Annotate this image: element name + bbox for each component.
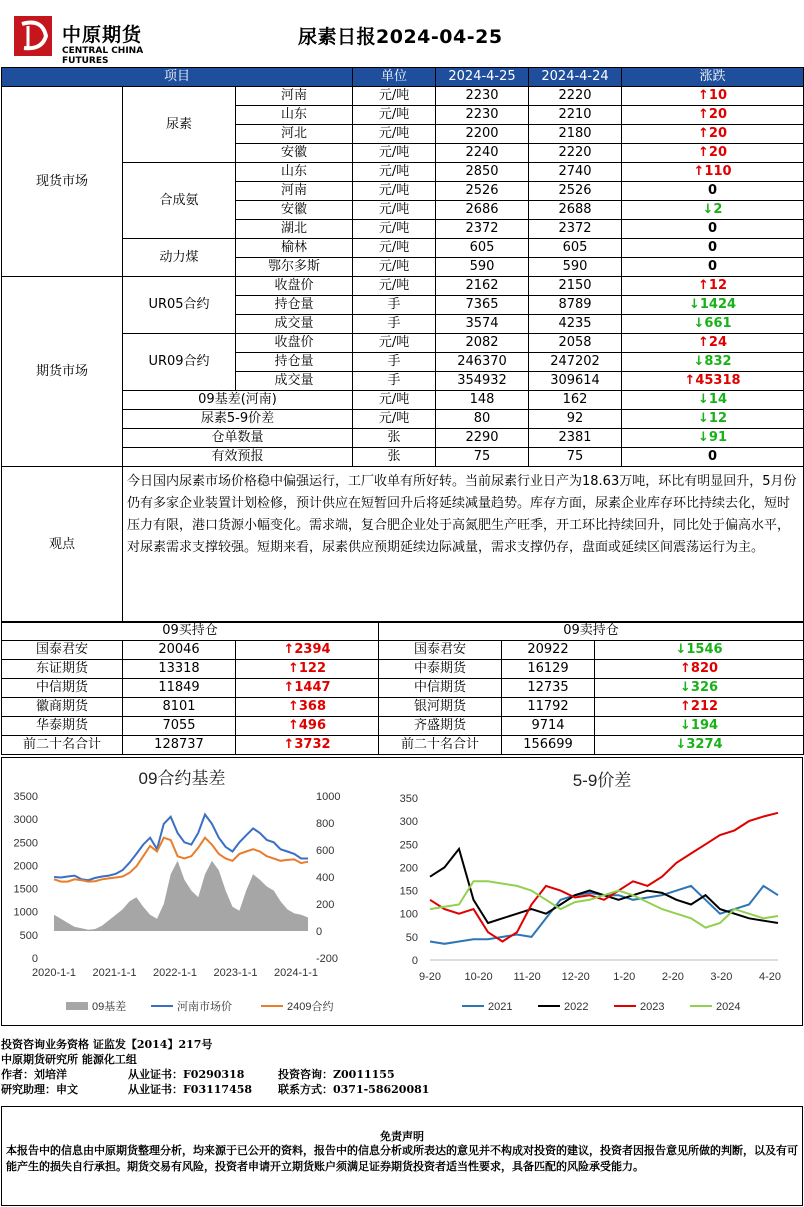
- row-value-today: 75: [436, 448, 529, 467]
- row-unit: 手: [353, 315, 436, 334]
- legend-label: 2022: [564, 1001, 589, 1013]
- buy-broker: 国泰君安: [2, 641, 123, 660]
- series-2024: [430, 881, 778, 927]
- y-tick-left: 2500: [13, 837, 38, 850]
- y-tick-right: -200: [316, 953, 339, 965]
- buy-change: ↑496: [236, 717, 379, 736]
- position-row: [2, 698, 804, 717]
- header-col-1: 单位: [353, 68, 436, 87]
- row-unit: 元/吨: [353, 144, 436, 163]
- chart-title: 09合约基差: [138, 769, 226, 788]
- buy-broker: 中信期货: [2, 679, 123, 698]
- buy-title: 09买持仓: [2, 622, 379, 641]
- cert-1: 从业证书：F0290318: [128, 1068, 245, 1081]
- row-value-prev: 2372: [529, 220, 622, 239]
- buy-volume: 20046: [123, 641, 236, 660]
- sell-broker: 银河期货: [379, 698, 502, 717]
- y-tick: 250: [399, 839, 418, 852]
- row-change: 0: [622, 182, 804, 201]
- y-tick: 300: [399, 816, 418, 829]
- row-change: ↑110: [622, 163, 804, 182]
- y-tick-right: 600: [316, 845, 335, 857]
- sell-title: 09卖持仓: [379, 622, 804, 641]
- row-change: ↑20: [622, 106, 804, 125]
- row-value-today: 354932: [436, 372, 529, 391]
- row-item: 山东: [236, 106, 353, 125]
- position-row: [2, 717, 804, 736]
- legend-swatch: [66, 1002, 88, 1010]
- group-label: 尿素: [123, 87, 236, 163]
- sell-volume: 9714: [502, 717, 595, 736]
- row-item: 尿素5-9价差: [123, 410, 353, 429]
- x-tick: 2-20: [661, 971, 684, 983]
- section-label: 期货市场: [2, 277, 123, 467]
- row-change: ↓1424: [622, 296, 804, 315]
- row-value-today: 2162: [436, 277, 529, 296]
- group-label: UR09合约: [123, 334, 236, 391]
- sell-change: ↓3274: [595, 736, 804, 755]
- header-item: 项目: [2, 68, 353, 87]
- row-unit: 元/吨: [353, 239, 436, 258]
- x-tick: 12-20: [561, 971, 590, 983]
- row-item: 收盘价: [236, 277, 353, 296]
- row-value-today: 80: [436, 410, 529, 429]
- table-row: [2, 334, 804, 353]
- consult-cert: 投资咨询：Z0011155: [278, 1068, 395, 1081]
- row-value-today: 2230: [436, 106, 529, 125]
- row-unit: 元/吨: [353, 125, 436, 144]
- row-value-prev: 2210: [529, 106, 622, 125]
- row-unit: 手: [353, 353, 436, 372]
- sell-change: ↑212: [595, 698, 804, 717]
- page-title: 尿素日报2024-04-25: [298, 26, 503, 48]
- row-change: ↓661: [622, 315, 804, 334]
- row-unit: 元/吨: [353, 391, 436, 410]
- row-change: ↓832: [622, 353, 804, 372]
- legend-label: 2024: [716, 1001, 741, 1013]
- buy-change: ↑368: [236, 698, 379, 717]
- chart-title: 5-9价差: [572, 771, 632, 790]
- x-tick: 1-20: [613, 971, 636, 983]
- row-item: 仓单数量: [123, 429, 353, 448]
- row-value-today: 246370: [436, 353, 529, 372]
- sell-broker: 国泰君安: [379, 641, 502, 660]
- buy-broker: 东证期货: [2, 660, 123, 679]
- row-unit: 元/吨: [353, 201, 436, 220]
- row-value-prev: 2688: [529, 201, 622, 220]
- sell-change: ↓326: [595, 679, 804, 698]
- row-value-prev: 2740: [529, 163, 622, 182]
- buy-broker: 徽商期货: [2, 698, 123, 717]
- header-col-3: 2024-4-24: [529, 68, 622, 87]
- position-row: [2, 679, 804, 698]
- table-row: [2, 277, 804, 296]
- y-tick-left: 3000: [13, 814, 38, 827]
- buy-volume: 8101: [123, 698, 236, 717]
- section-label: 现货市场: [2, 87, 123, 277]
- row-item: 成交量: [236, 372, 353, 391]
- group-label: 合成氨: [123, 163, 236, 239]
- row-value-prev: 92: [529, 410, 622, 429]
- author: 作者：刘培洋: [1, 1068, 67, 1081]
- row-change: ↓2: [622, 201, 804, 220]
- y-tick-right: 0: [316, 926, 323, 938]
- legend-label: 2021: [488, 1001, 513, 1013]
- row-change: ↑20: [622, 125, 804, 144]
- row-value-prev: 162: [529, 391, 622, 410]
- buy-volume: 7055: [123, 717, 236, 736]
- row-change: ↑10: [622, 87, 804, 106]
- row-value-today: 2526: [436, 182, 529, 201]
- y-tick-left: 1500: [13, 883, 38, 896]
- row-change: 0: [622, 258, 804, 277]
- table-row: [2, 239, 804, 258]
- row-change: ↓12: [622, 410, 804, 429]
- legend-label: 河南市场价: [177, 1001, 232, 1013]
- row-unit: 张: [353, 429, 436, 448]
- buy-broker: 前二十名合计: [2, 736, 123, 755]
- row-value-today: 2372: [436, 220, 529, 239]
- row-value-today: 2200: [436, 125, 529, 144]
- footer-line1: 投资咨询业务资格 证监发【2014】217号: [1, 1038, 213, 1051]
- assistant: 研究助理：申文: [1, 1083, 78, 1096]
- legend-label: 2409合约: [287, 1001, 334, 1013]
- sell-broker: 中信期货: [379, 679, 502, 698]
- x-tick: 10-20: [464, 971, 493, 983]
- row-value-prev: 2058: [529, 334, 622, 353]
- y-tick-right: 800: [316, 818, 335, 830]
- logo-text-cn: 中原期货: [62, 24, 143, 46]
- row-unit: 手: [353, 372, 436, 391]
- row-value-today: 2230: [436, 87, 529, 106]
- series-2023: [430, 813, 778, 942]
- y-tick: 150: [399, 885, 418, 898]
- header-col-2: 2024-4-25: [436, 68, 529, 87]
- table-row: [2, 448, 804, 467]
- sell-volume: 12735: [502, 679, 595, 698]
- row-value-prev: 309614: [529, 372, 622, 391]
- row-change: ↑12: [622, 277, 804, 296]
- row-unit: 元/吨: [353, 106, 436, 125]
- y-tick: 50: [405, 931, 418, 944]
- row-change: ↑20: [622, 144, 804, 163]
- row-value-prev: 247202: [529, 353, 622, 372]
- row-value-today: 2082: [436, 334, 529, 353]
- x-tick: 2022-1-1: [152, 967, 198, 979]
- table-row: [2, 87, 804, 106]
- y-tick-left: 1000: [13, 906, 38, 919]
- row-unit: 元/吨: [353, 277, 436, 296]
- view-label: 观点: [2, 467, 123, 623]
- group-label: 动力煤: [123, 239, 236, 277]
- header-col-4: 涨跌: [622, 68, 804, 87]
- table-row: [2, 163, 804, 182]
- row-value-today: 605: [436, 239, 529, 258]
- y-tick: 100: [399, 908, 418, 921]
- disclaimer-text: 本报告中的信息由中原期货整理分析，均来源于已公开的资料，报告中的信息分析或所表达的意见并不构成对投资的建议，投资者因报告意见所做的判断，以及有可能产生的损失自行承担。期货交易有风险，投资者申请开立期货账户须满足证券期货投资者适当性要求，具备匹配的风险承受能力。: [6, 1144, 798, 1173]
- y-tick-right: 1000: [316, 791, 341, 803]
- x-tick: 3-20: [710, 971, 733, 983]
- row-value-today: 2240: [436, 144, 529, 163]
- row-value-today: 3574: [436, 315, 529, 334]
- buy-change: ↑1447: [236, 679, 379, 698]
- row-change: 0: [622, 448, 804, 467]
- view-text: 今日国内尿素市场价格稳中偏强运行，工厂收单有所好转。当前尿素行业日产为18.63万吨，环比有明显回升，5月份仍有多家企业装置计划检修，预计供应在短暂回升后将延续减量趋势。库存方面，尿素企业库存环比持续去化，短时压力有限，港口货源小幅变化。需求端，复合肥企业处于高氮肥生产旺季，开工环比持续回升，同比处于偏高水平，对尿素需求支撑较强。短期来看，尿素供应预期延续边际减量，需求支撑仍存，盘面或延续区间震荡运行为主。: [123, 467, 804, 623]
- series-09基差: [54, 861, 308, 931]
- row-item: 湖北: [236, 220, 353, 239]
- x-tick: 2023-1-1: [213, 967, 258, 979]
- sell-broker: 前二十名合计: [379, 736, 502, 755]
- row-item: 持仓量: [236, 353, 353, 372]
- buy-broker: 华泰期货: [2, 717, 123, 736]
- row-value-today: 2290: [436, 429, 529, 448]
- row-item: 安徽: [236, 201, 353, 220]
- row-unit: 手: [353, 296, 436, 315]
- positions-table: [1, 621, 804, 755]
- row-value-prev: 2381: [529, 429, 622, 448]
- row-change: ↑45318: [622, 372, 804, 391]
- sell-volume: 11792: [502, 698, 595, 717]
- sell-volume: 20922: [502, 641, 595, 660]
- position-row: [2, 736, 804, 755]
- row-item: 榆林: [236, 239, 353, 258]
- row-change: ↓91: [622, 429, 804, 448]
- legend-label: 2023: [640, 1001, 665, 1013]
- row-item: 安徽: [236, 144, 353, 163]
- row-value-prev: 4235: [529, 315, 622, 334]
- row-unit: 元/吨: [353, 163, 436, 182]
- series-2022: [430, 849, 778, 923]
- x-tick: 2024-1-1: [273, 967, 319, 979]
- buy-volume: 13318: [123, 660, 236, 679]
- position-row: [2, 660, 804, 679]
- buy-change: ↑2394: [236, 641, 379, 660]
- contact: 联系方式：0371-58620081: [278, 1083, 430, 1096]
- row-item: 成交量: [236, 315, 353, 334]
- y-tick: 350: [399, 793, 418, 805]
- disclaimer-title: 免责声明: [380, 1130, 424, 1143]
- row-item: 持仓量: [236, 296, 353, 315]
- logo-text-en: CENTRAL CHINA FUTURES: [62, 46, 144, 66]
- sell-broker: 齐盛期货: [379, 717, 502, 736]
- sell-change: ↑820: [595, 660, 804, 679]
- row-unit: 张: [353, 448, 436, 467]
- row-value-today: 590: [436, 258, 529, 277]
- y-tick-left: 2000: [13, 860, 38, 873]
- row-value-prev: 2526: [529, 182, 622, 201]
- x-tick: 2021-1-1: [92, 967, 137, 979]
- row-value-prev: 2220: [529, 144, 622, 163]
- y-tick-left: 500: [19, 929, 38, 942]
- y-tick-right: 400: [316, 872, 335, 884]
- footer: [1, 1037, 803, 1097]
- buy-volume: 11849: [123, 679, 236, 698]
- row-value-today: 7365: [436, 296, 529, 315]
- row-item: 有效预报: [123, 448, 353, 467]
- row-item: 鄂尔多斯: [236, 258, 353, 277]
- legend-label: 09基差: [92, 1001, 127, 1013]
- sell-change: ↓194: [595, 717, 804, 736]
- row-unit: 元/吨: [353, 182, 436, 201]
- sell-change: ↓1546: [595, 641, 804, 660]
- group-label: UR05合约: [123, 277, 236, 334]
- x-tick: 4-20: [758, 971, 782, 983]
- spread-chart: [386, 760, 794, 1022]
- row-item: 河南: [236, 87, 353, 106]
- row-unit: 元/吨: [353, 258, 436, 277]
- row-unit: 元/吨: [353, 410, 436, 429]
- row-value-prev: 2180: [529, 125, 622, 144]
- disclaimer: [1, 1106, 803, 1206]
- row-value-prev: 605: [529, 239, 622, 258]
- footer-line2: 中原期货研究所 能源化工组: [1, 1053, 137, 1066]
- row-unit: 元/吨: [353, 334, 436, 353]
- buy-change: ↑3732: [236, 736, 379, 755]
- charts-area: [1, 757, 803, 1026]
- x-tick: 9-20: [418, 971, 442, 983]
- table-row: [2, 429, 804, 448]
- position-row: [2, 641, 804, 660]
- buy-volume: 128737: [123, 736, 236, 755]
- row-item: 河南: [236, 182, 353, 201]
- row-value-today: 2686: [436, 201, 529, 220]
- x-tick: 2020-1-1: [31, 967, 77, 979]
- y-tick-right: 200: [316, 899, 335, 911]
- sell-broker: 中泰期货: [379, 660, 502, 679]
- table-row: [2, 391, 804, 410]
- row-change: 0: [622, 220, 804, 239]
- row-change: ↑24: [622, 334, 804, 353]
- y-tick: 200: [399, 862, 418, 875]
- x-tick: 11-20: [513, 971, 541, 983]
- buy-change: ↑122: [236, 660, 379, 679]
- y-tick-left: 0: [31, 953, 38, 965]
- row-unit: 元/吨: [353, 87, 436, 106]
- row-unit: 元/吨: [353, 220, 436, 239]
- row-item: 09基差(河南): [123, 391, 353, 410]
- row-value-prev: 75: [529, 448, 622, 467]
- row-value-prev: 2150: [529, 277, 622, 296]
- cert-2: 从业证书：F03117458: [128, 1083, 253, 1096]
- row-value-today: 148: [436, 391, 529, 410]
- row-value-prev: 2220: [529, 87, 622, 106]
- sell-volume: 16129: [502, 660, 595, 679]
- price-table: [1, 67, 804, 623]
- row-value-today: 2850: [436, 163, 529, 182]
- row-value-prev: 590: [529, 258, 622, 277]
- company-logo: [12, 16, 192, 66]
- row-value-prev: 8789: [529, 296, 622, 315]
- sell-volume: 156699: [502, 736, 595, 755]
- row-change: ↓14: [622, 391, 804, 410]
- row-item: 河北: [236, 125, 353, 144]
- y-tick: 0: [411, 955, 418, 967]
- basis-chart: [6, 760, 358, 1022]
- row-change: 0: [622, 239, 804, 258]
- table-row: [2, 410, 804, 429]
- y-tick-left: 3500: [13, 791, 38, 803]
- row-item: 收盘价: [236, 334, 353, 353]
- row-item: 山东: [236, 163, 353, 182]
